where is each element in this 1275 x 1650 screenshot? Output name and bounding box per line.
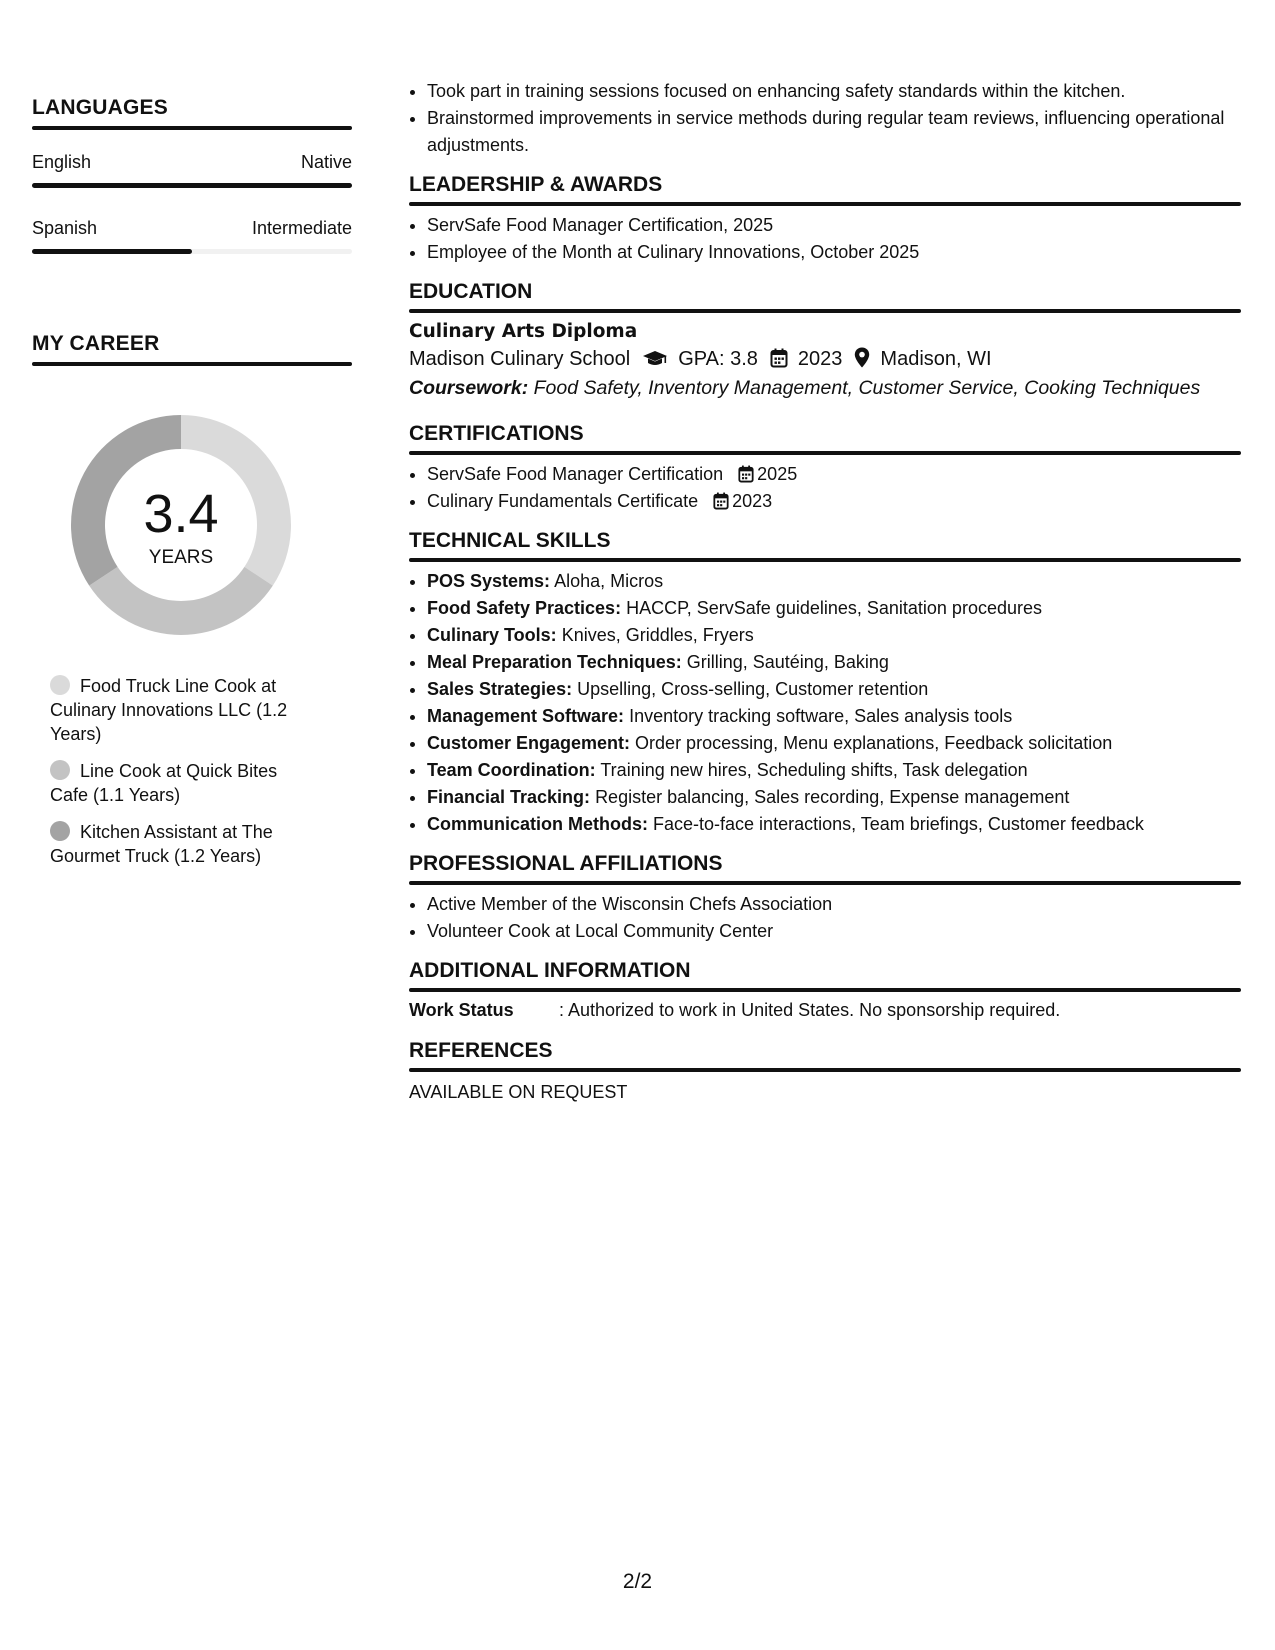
right-column [409,78,1241,1103]
coursework-label: Coursework: [409,377,529,399]
certifications-section [409,422,1241,515]
coursework-value: Food Safety, Inventory Management, Customer Service, Cooking Techniques [533,377,1201,399]
section-rule [409,558,1241,562]
section-rule [409,881,1241,885]
career-legend-label: Kitchen Assistant at The Gourmet Truck (1.2 Years) [50,822,273,866]
certification-name: Culinary Fundamentals Certificate [427,491,699,511]
list-item: • Took part in training sessions focused on enhancing safety standards within the kitchen. [427,78,1241,105]
work-status-label: Work Status [409,1000,514,1020]
skill-label: Team Coordination: [427,760,596,780]
skill-item [427,811,1241,838]
affiliations-section [409,852,1241,945]
language-bar [32,183,352,188]
career-total: 3.4 [143,484,219,544]
section-rule [409,202,1241,206]
education-coursework [409,377,1241,400]
certification-name: ServSafe Food Manager Certification [427,464,724,484]
legend-dot [50,821,70,841]
page-number: 2/2 [622,1570,653,1593]
skill-value: Aloha, Micros [554,571,664,591]
calendar-icon [770,348,788,371]
education-year: 2023 [797,347,843,370]
skill-item [427,784,1241,811]
skill-item [427,649,1241,676]
language-level: Intermediate [251,218,352,238]
list-item: • Employee of the Month at Culinary Innovations, October 2025 [427,239,1241,266]
list-item: • Brainstormed improvements in service methods during regular team reviews, influencing operational adjustments. [427,105,1241,159]
skill-value: Knives, Griddles, Fryers [561,625,754,645]
career-legend-item [50,759,310,807]
career-donut [66,410,296,640]
section-title: ADDITIONAL INFORMATION [409,959,691,982]
awards-section [409,173,1241,266]
additional-section [409,959,1241,1021]
career-legend-item [50,820,310,868]
certification-year: 2025 [757,464,798,484]
skill-label: Food Safety Practices: [427,598,622,618]
education-degree: Culinary Arts Diploma [409,321,638,342]
left-column [32,96,352,881]
legend-dot [50,760,70,780]
skill-item [427,595,1241,622]
language-name: English [32,152,92,172]
skill-value: Register balancing, Sales recording, Expense management [595,787,1070,807]
career-title: MY CAREER [32,332,160,355]
language-bar-fill [32,183,352,188]
references-section [409,1039,1241,1103]
experience-tail-list [409,78,1241,159]
language-level: Native [300,152,352,172]
graduation-cap-icon [642,348,668,371]
languages-rule [32,126,352,130]
calendar-icon [713,491,732,511]
skill-item [427,568,1241,595]
skill-label: Management Software: [427,706,625,726]
language-item-english [32,152,352,188]
education-gpa: GPA: 3.8 [678,347,758,370]
skill-label: Financial Tracking: [427,787,591,807]
skill-label: Communication Methods: [427,814,648,834]
language-item-spanish [32,218,352,254]
section-rule [409,451,1241,455]
skill-value: Face-to-face interactions, Team briefings, Customer feedback [653,814,1144,834]
section-title: CERTIFICATIONS [409,422,584,445]
career-legend-label: Food Truck Line Cook at Culinary Innovations LLC (1.2 Years) [50,676,288,744]
skill-value: Training new hires, Scheduling shifts, Task delegation [600,760,1028,780]
skill-value: Grilling, Sautéing, Baking [686,652,889,672]
career-rule [32,362,352,366]
education-meta [409,347,1241,371]
skill-label: Culinary Tools: [427,625,557,645]
section-title: TECHNICAL SKILLS [409,529,611,552]
section-title: REFERENCES [409,1039,553,1062]
career-legend [50,674,310,868]
languages-title: LANGUAGES [32,96,168,119]
certification-year: 2023 [732,491,773,511]
skill-label: Sales Strategies: [427,679,573,699]
location-pin-icon [854,347,870,371]
education-school: Madison Culinary School [409,347,631,370]
skill-item [427,622,1241,649]
skill-label: POS Systems: [427,571,551,591]
work-status-value: : Authorized to work in United States. No sponsorship required. [559,1000,1061,1020]
education-section [409,280,1241,400]
language-bar [32,249,352,254]
skill-label: Meal Preparation Techniques: [427,652,682,672]
list-item [427,461,1241,488]
education-location: Madison, WI [880,347,992,370]
language-name: Spanish [32,218,98,238]
skill-value: Upselling, Cross-selling, Customer retention [577,679,929,699]
skill-value: HACCP, ServSafe guidelines, Sanitation procedures [626,598,1042,618]
career-legend-item [50,674,310,746]
skills-section [409,529,1241,838]
skill-item [427,676,1241,703]
list-item [427,488,1241,515]
list-item: • Active Member of the Wisconsin Chefs Association [427,891,1241,918]
section-rule [409,1068,1241,1072]
skill-item [427,730,1241,757]
skill-label: Customer Engagement: [427,733,631,753]
section-title: PROFESSIONAL AFFILIATIONS [409,852,723,875]
skill-value: Order processing, Menu explanations, Feedback solicitation [635,733,1113,753]
legend-dot [50,675,70,695]
skill-item [427,757,1241,784]
section-rule [409,309,1241,313]
section-title: LEADERSHIP & AWARDS [409,173,663,196]
list-item: • ServSafe Food Manager Certification, 2025 [427,212,1241,239]
references-text: AVAILABLE ON REQUEST [409,1082,628,1102]
skill-item [427,703,1241,730]
section-rule [409,988,1241,992]
career-unit: YEARS [148,547,214,568]
language-bar-fill [32,249,192,254]
list-item: • Volunteer Cook at Local Community Center [427,918,1241,945]
calendar-icon [738,464,757,484]
career-legend-label: Line Cook at Quick Bites Cafe (1.1 Years) [50,761,278,805]
section-title: EDUCATION [409,280,533,303]
skill-value: Inventory tracking software, Sales analysis tools [629,706,1013,726]
